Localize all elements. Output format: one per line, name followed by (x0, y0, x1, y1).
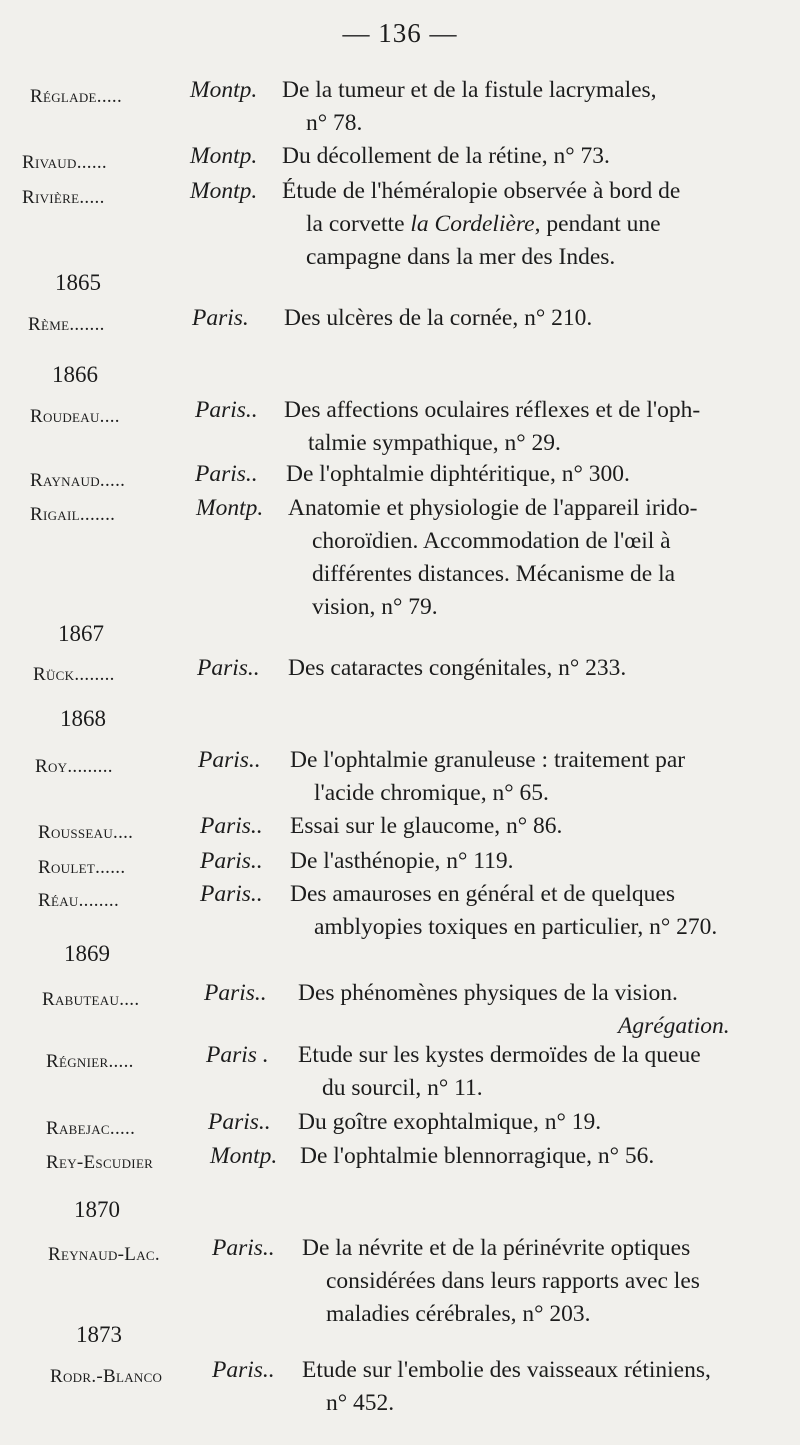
thesis-title (284, 302, 592, 335)
ship-name: la Cordelière (410, 211, 535, 237)
thesis-title (290, 845, 514, 878)
title-line: Des phénomènes physiques de la vision. (298, 980, 678, 1006)
faculty-place: Paris.. (195, 397, 258, 423)
thesis-title (298, 977, 678, 1010)
faculty-place: Paris.. (200, 848, 263, 874)
leader-dots: ...... (95, 857, 126, 878)
leader-dots: ....... (69, 314, 105, 335)
year-heading: 1866 (52, 362, 98, 387)
author-name: Rey-Escudier (46, 1152, 154, 1173)
thesis-title (300, 1140, 654, 1173)
faculty-place: Montp. (190, 77, 258, 103)
title-line: De la névrite et de la périnévrite optiques (302, 1235, 691, 1261)
faculty-place: Paris.. (208, 1109, 271, 1135)
author-name: Rivaud (22, 152, 77, 173)
title-line: De la tumeur et de la fistule lacrymales, (282, 77, 657, 103)
faculty-place: Paris.. (195, 461, 258, 487)
title-line: De l'ophtalmie granuleuse : traitement par (290, 747, 686, 773)
page-number: — 136 — (342, 18, 458, 48)
title-line: maladies cérébrales, n° 203. (326, 1301, 591, 1327)
author-name: Rück (33, 664, 75, 685)
thesis-title (290, 878, 717, 944)
title-line: Des affections oculaires réflexes et de l'oph- (284, 397, 701, 423)
title-line: De l'ophtalmie blennorragique, n° 56. (300, 1143, 655, 1169)
faculty-place: Paris.. (198, 747, 261, 773)
author-name: Réglade (30, 86, 97, 107)
title-line: Des cataractes congénitales, n° 233. (288, 655, 627, 681)
thesis-title (284, 394, 700, 460)
faculty-place: Paris . (206, 1042, 269, 1068)
author-name: Réau (38, 890, 79, 911)
faculty-place: Paris.. (204, 980, 267, 1006)
thesis-title (302, 1232, 700, 1331)
faculty-place: Paris.. (200, 813, 263, 839)
year-heading: 1873 (76, 1322, 122, 1347)
thesis-title (282, 140, 610, 173)
author-name: Rodr.-Blanco (50, 1366, 163, 1387)
author-name: Rigail (30, 504, 80, 525)
thesis-title (286, 458, 630, 491)
title-line: De l'asthénopie, n° 119. (290, 848, 514, 874)
thesis-title (288, 492, 698, 624)
title-line: Etude sur les kystes dermoïdes de la queue (298, 1042, 701, 1068)
leader-dots: .... (99, 406, 120, 427)
title-line: vision, n° 79. (312, 594, 438, 620)
thesis-title (302, 1354, 711, 1420)
thesis-title (290, 744, 685, 810)
title-line: du sourcil, n° 11. (322, 1075, 483, 1101)
author-name: Roudeau (30, 406, 100, 427)
title-line: talmie sympathique, n° 29. (308, 430, 561, 456)
leader-dots: ........ (74, 664, 115, 685)
author-name: Rivière (22, 187, 80, 208)
leader-dots: ..... (99, 470, 126, 491)
title-line: amblyopies toxiques en particulier, n° 270. (314, 914, 718, 940)
year-heading: 1870 (74, 1197, 120, 1222)
leader-dots: ......... (67, 756, 113, 777)
faculty-place: Paris.. (212, 1235, 275, 1261)
title-line: Du goître exophtalmique, n° 19. (298, 1109, 602, 1135)
faculty-place: Montp. (190, 178, 258, 204)
title-line: Du décollement de la rétine, n° 73. (282, 143, 610, 169)
title-line: considérées dans leurs rapports avec les (326, 1268, 700, 1294)
title-line: la corvette la Cordelière, pendant une (306, 211, 661, 237)
year-heading: 1867 (58, 621, 104, 646)
faculty-place: Paris. (192, 305, 249, 331)
leader-dots: ..... (109, 1118, 136, 1139)
leader-dots: ...... (76, 152, 107, 173)
leader-dots: ........ (78, 890, 119, 911)
title-line: Des ulcères de la cornée, n° 210. (284, 305, 593, 331)
author-name: Rousseau (38, 822, 114, 843)
author-name: Raynaud (30, 470, 100, 491)
title-line: De l'ophtalmie diphtéritique, n° 300. (286, 461, 630, 487)
title-line: Etude sur l'embolie des vaisseaux rétiniens, (302, 1357, 711, 1383)
leader-dots: ..... (79, 187, 105, 208)
leader-dots: ..... (108, 1051, 134, 1072)
thesis-title (298, 1039, 701, 1105)
faculty-place: Paris.. (200, 881, 263, 907)
author-name: Régnier (46, 1051, 109, 1072)
title-line: campagne dans la mer des Indes. (306, 244, 616, 270)
leader-dots: .... (113, 822, 134, 843)
year-heading: 1865 (55, 270, 101, 295)
author-name: Rabuteau (42, 989, 120, 1010)
title-line: n° 452. (326, 1390, 395, 1416)
title-line: l'acide chromique, n° 65. (314, 780, 549, 806)
faculty-place: Montp. (196, 495, 264, 521)
agregation-note: Agrégation. (618, 1013, 730, 1039)
author-name: Reynaud-Lac. (48, 1244, 160, 1265)
thesis-title (288, 652, 626, 685)
title-line: choroïdien. Accommodation de l'œil à (312, 528, 671, 554)
author-name: Roulet (38, 857, 96, 878)
leader-dots: .... (119, 989, 140, 1010)
faculty-place: Montp. (210, 1143, 278, 1169)
leader-dots: ....... (79, 504, 116, 525)
author-name: Roy (35, 756, 68, 777)
thesis-title (282, 175, 680, 274)
thesis-title (282, 74, 657, 140)
faculty-place: Paris.. (197, 655, 260, 681)
author-name: Rabejac (46, 1118, 110, 1139)
author-name: Rème (28, 314, 70, 335)
thesis-title (290, 810, 562, 843)
title-line: Anatomie et physiologie de l'appareil irido- (288, 495, 698, 521)
faculty-place: Paris.. (212, 1357, 275, 1383)
title-line: différentes distances. Mécanisme de la (312, 561, 676, 587)
year-heading: 1868 (60, 706, 106, 731)
faculty-place: Montp. (190, 143, 258, 169)
title-line: Essai sur le glaucome, n° 86. (290, 813, 563, 839)
year-heading: 1869 (64, 941, 110, 966)
title-line: Étude de l'héméralopie observée à bord de (282, 178, 681, 204)
thesis-title (298, 1106, 601, 1139)
leader-dots: ..... (96, 86, 123, 107)
title-line: n° 78. (306, 110, 363, 136)
title-line: Des amauroses en général et de quelques (290, 881, 675, 907)
